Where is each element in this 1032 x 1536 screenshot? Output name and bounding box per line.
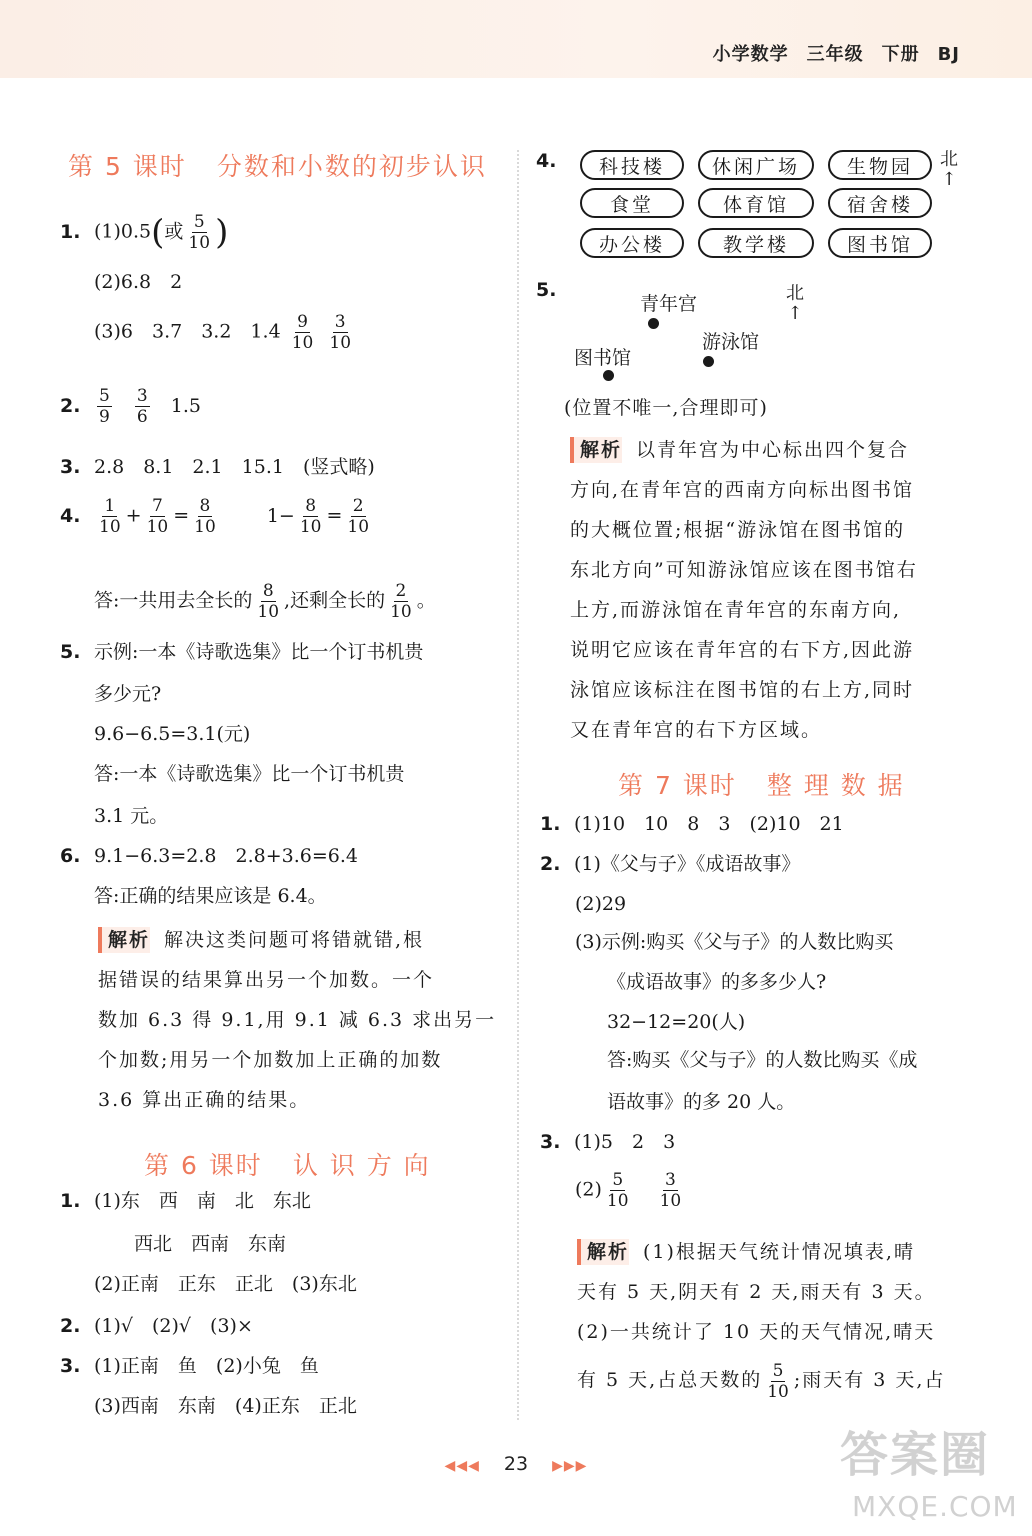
l7-q2-l4: 《成语故事》的多多少人? <box>607 971 827 993</box>
page-header <box>695 40 960 66</box>
analysis-badge: 解析 <box>577 1239 629 1265</box>
building-9: 图书馆 <box>828 228 932 258</box>
l7-q3-l1: 3. (1)5 2 3 <box>540 1131 676 1153</box>
north-arrow-icon: ↑ <box>787 303 803 324</box>
l5-q1-b: (2)6.8 2 <box>94 271 183 293</box>
column-divider <box>517 150 519 1420</box>
l5-q2: 2. $\frac{5}{9}$ $\frac{3}{6}$ 1.5 <box>60 386 201 427</box>
swimming-hall-dot <box>703 356 714 367</box>
label-swimming-hall: 游泳馆 <box>702 331 760 353</box>
r-q5-analysis: 解析 以青年宫为中心标出四个复合 方向,在青年宫的西南方向标出图书馆 的大概位置;根据“游泳馆在图书馆的 东北方向”可知游泳馆应该在图书馆右 上方,而游泳馆在青年宫的东南方向, 说明它应该在青年宫的右下方,因此游 泳馆应该标注在图书馆的右上方,同时 又在青年宫的右下方区域。 <box>570 439 918 741</box>
l6-q2: 2. (1)√ (2)√ (3)× <box>60 1315 253 1337</box>
l6-q1-l2: 西北 西南 东南 <box>134 1233 287 1255</box>
l7-q2-l2: (2)29 <box>575 893 627 915</box>
building-8: 教学楼 <box>698 228 814 258</box>
l5-q1-c: (3)6 3.7 3.2 1.4 $\frac{9}{10}$ $\frac{3}{10}$ <box>94 312 352 353</box>
header-grade: 三年级 <box>806 44 864 65</box>
r-q5-note: (位置不唯一,合理即可) <box>564 397 768 419</box>
library-dot <box>603 370 614 381</box>
building-1: 科技楼 <box>580 150 684 180</box>
building-6: 宿舍楼 <box>828 188 932 218</box>
l6-q1-l1: 1. (1)东 西 南 北 东北 <box>60 1190 311 1212</box>
building-7: 办公楼 <box>580 228 684 258</box>
l7-q1: 1. (1)10 10 8 3 (2)10 21 <box>540 813 844 835</box>
watermark: 答案圈 MXQE.COM <box>840 1427 1018 1523</box>
header-subject: 小学数学 <box>712 44 789 65</box>
l5-q1-a: 1. (1)0.5(或 $\frac{5}{10}$ ) <box>60 212 229 253</box>
l5-q5-l2: 多少元? <box>94 683 162 705</box>
lesson6-title: 第 6 课时 认 识 方 向 <box>144 1151 431 1180</box>
l5-q5-l3: 9.6−6.5=3.1(元) <box>94 723 251 745</box>
l5-q6-l1: 6. 9.1−6.3=2.8 2.8+3.6=6.4 <box>60 845 358 867</box>
building-4: 食堂 <box>580 188 684 218</box>
analysis-badge: 解析 <box>98 927 150 953</box>
page-number: 23 <box>503 1453 529 1475</box>
prev-arrows-icon: ◀◀◀ <box>444 1458 480 1474</box>
l6-q1-l3: (2)正南 正东 正北 (3)东北 <box>94 1273 357 1295</box>
l7-q2-l1: 2. (1)《父与子》《成语故事》 <box>540 853 801 875</box>
l7-q3-analysis: 解析 (1)根据天气统计情况填表,晴 天有 5 天,阴天有 2 天,雨天有 3 天。 (2)一共统计了 10 天的天气情况,晴天 有 5 天,占总天数的 $\frac{5}{10}$ ;雨天有 3 天,占 <box>577 1241 946 1402</box>
l5-q5-l4: 答:一本《诗歌选集》比一个订书机贵 <box>94 763 405 785</box>
north-indicator-q4: 北 ↑ <box>937 150 961 190</box>
l5-q6-l2: 答:正确的结果应该是 6.4。 <box>94 885 327 907</box>
north-indicator-q5: 北 ↑ <box>783 284 807 324</box>
next-arrows-icon: ▶▶▶ <box>552 1458 588 1474</box>
building-5: 体育馆 <box>698 188 814 218</box>
l5-q4-eq: 4. $\frac{1}{10}$ + $\frac{7}{10}$ = $\frac{8}{10}$ 1− $\frac{8}{10}$ = $\frac{2}{10}$ <box>60 496 370 537</box>
lesson7-title: 第 7 课时 整 理 数 据 <box>618 771 905 800</box>
header-volume: 下册 <box>881 44 920 65</box>
l7-q2-l6: 答:购买《父与子》的人数比购买《成 <box>607 1049 918 1071</box>
l7-q2-l5: 32−12=20(人) <box>607 1011 746 1033</box>
l7-q3-l2: (2) $\frac{5}{10}$ $\frac{3}{10}$ <box>575 1170 682 1211</box>
building-2: 休闲广场 <box>698 150 814 180</box>
analysis-badge: 解析 <box>570 437 622 463</box>
r-q5-num: 5. <box>536 279 557 301</box>
l5-q5-l5: 3.1 元。 <box>94 805 169 827</box>
north-arrow-icon: ↑ <box>941 169 957 190</box>
label-youth-palace: 青年宫 <box>640 293 698 315</box>
l7-q2-l3: (3)示例:购买《父与子》的人数比购买 <box>575 931 894 953</box>
lesson5-name: 分数和小数的初步认识 <box>216 152 487 181</box>
header-band <box>0 0 1032 78</box>
l5-q6-analysis: 解析 解决这类问题可将错就错,根 据错误的结果算出另一个加数。一个 数加 6.3 得 9.1,用 9.1 减 6.3 求出另一 个加数;用另一个加数加上正确的加数 3.6 算出正确的结果。 <box>98 929 497 1111</box>
l5-q4-answer: 答:一共用去全长的 $\frac{8}{10}$ ,还剩全长的 $\frac{2}{10}$ 。 <box>94 581 436 622</box>
r-q4-num: 4. <box>536 150 557 172</box>
l6-q3-l1: 3. (1)正南 鱼 (2)小兔 鱼 <box>60 1355 319 1377</box>
header-edition: BJ <box>937 44 960 65</box>
l5-q3: 3. 2.8 8.1 2.1 15.1 (竖式略) <box>60 456 375 478</box>
youth-palace-dot <box>648 318 659 329</box>
lesson5-number: 第 5 课时 <box>68 152 187 181</box>
building-3: 生物园 <box>828 150 932 180</box>
l5-q5-l1: 5. 示例:一本《诗歌选集》比一个订书机贵 <box>60 641 424 663</box>
l6-q3-l2: (3)西南 东南 (4)正东 正北 <box>94 1395 357 1417</box>
l7-q2-l7: 语故事》的多 20 人。 <box>607 1091 796 1113</box>
label-library: 图书馆 <box>574 347 632 369</box>
lesson5-title <box>68 147 487 183</box>
